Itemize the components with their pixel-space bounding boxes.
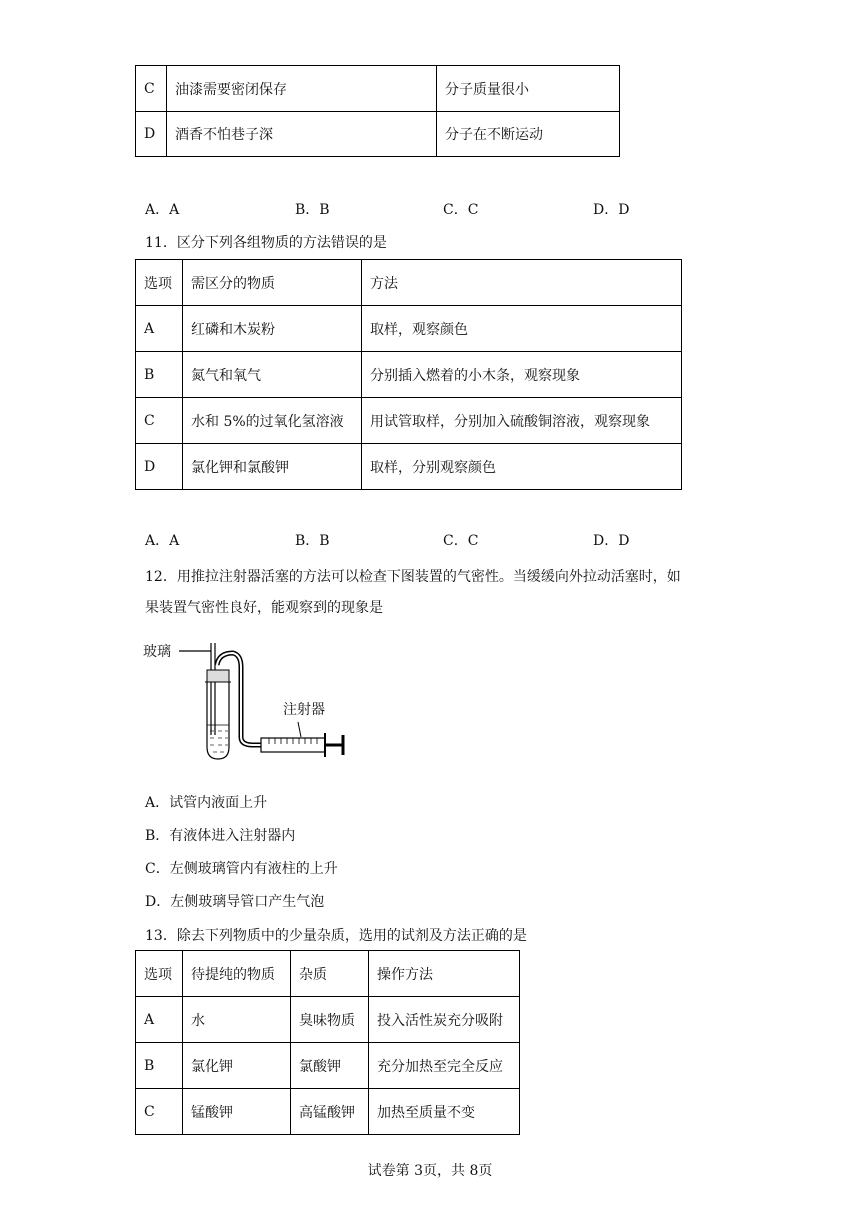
table-cell: 氯化钾和氯酸钾: [183, 444, 362, 490]
table-cell: C: [136, 1089, 183, 1135]
option-b[interactable]: B．B: [295, 202, 330, 218]
table-cell: D: [136, 444, 183, 490]
table-cell: C: [136, 398, 183, 444]
table-cell: 酒香不怕巷子深: [167, 112, 437, 157]
table-header-row: [136, 260, 682, 306]
table-row: [136, 112, 620, 157]
option-c[interactable]: C．C: [443, 533, 479, 549]
table-header: 选项: [136, 260, 183, 306]
table-cell: 水和 5%的过氧化氢溶液: [183, 398, 362, 444]
table-cell: A: [136, 997, 183, 1043]
option-d[interactable]: D．D: [593, 533, 630, 549]
q11-table: [135, 259, 682, 490]
table-cell: 分子质量很小: [437, 66, 620, 112]
table-cell: 分子在不断运动: [437, 112, 620, 157]
apparatus-diagram: [143, 637, 363, 767]
table-cell: B: [136, 1043, 183, 1089]
table-row: [136, 352, 682, 398]
table-header: 操作方法: [369, 951, 520, 997]
table-cell: 充分加热至完全反应: [369, 1043, 520, 1089]
q12-option-b[interactable]: B．有液体进入注射器内: [145, 828, 296, 844]
table-cell: 加热至质量不变: [369, 1089, 520, 1135]
option-d[interactable]: D．D: [593, 202, 630, 218]
table-cell: D: [136, 112, 167, 157]
q13-stem: 13．除去下列物质中的少量杂质，选用的试剂及方法正确的是: [145, 928, 527, 944]
syringe-label: 注射器: [283, 702, 325, 718]
table-cell: 锰酸钾: [183, 1089, 291, 1135]
table-header-row: [136, 951, 520, 997]
page-footer: 试卷第 3页，共 8页: [367, 1163, 493, 1179]
table-cell: 氯酸钾: [291, 1043, 369, 1089]
table-cell: 臭味物质: [291, 997, 369, 1043]
table-row: [136, 444, 682, 490]
table-cell: 红磷和木炭粉: [183, 306, 362, 352]
q12-option-a[interactable]: A．试管内液面上升: [145, 795, 268, 811]
table-row: [136, 997, 520, 1043]
table-cell: 水: [183, 997, 291, 1043]
glass-label: 玻璃: [143, 644, 171, 660]
table-cell: 氯化钾: [183, 1043, 291, 1089]
table-row: [136, 398, 682, 444]
table-cell: 氮气和氧气: [183, 352, 362, 398]
table-cell: A: [136, 306, 183, 352]
q12-option-d[interactable]: D．左侧玻璃导管口产生气泡: [145, 894, 325, 910]
table-cell: 油漆需要密闭保存: [167, 66, 437, 112]
option-a[interactable]: A．A: [145, 202, 180, 218]
table-row: [136, 1043, 520, 1089]
option-b[interactable]: B．B: [295, 533, 330, 549]
q12-option-c[interactable]: C．左侧玻璃管内有液柱的上升: [145, 861, 338, 877]
table-row: [136, 1089, 520, 1135]
q10-table: [135, 65, 620, 157]
table-cell: 高锰酸钾: [291, 1089, 369, 1135]
table-row: [136, 66, 620, 112]
q11-stem: 11．区分下列各组物质的方法错误的是: [145, 235, 387, 251]
table-header: 需区分的物质: [183, 260, 362, 306]
table-header: 选项: [136, 951, 183, 997]
table-cell: 取样，分别观察颜色: [362, 444, 682, 490]
table-cell: C: [136, 66, 167, 112]
table-cell: 投入活性炭充分吸附: [369, 997, 520, 1043]
table-header: 方法: [362, 260, 682, 306]
table-row: [136, 306, 682, 352]
table-header: 待提纯的物质: [183, 951, 291, 997]
option-c[interactable]: C．C: [443, 202, 479, 218]
q12-stem-line1: 12．用推拉注射器活塞的方法可以检查下图装置的气密性。当缓缓向外拉动活塞时，如: [145, 569, 681, 585]
q13-table: [135, 950, 520, 1135]
q12-stem-line2: 果装置气密性良好，能观察到的现象是: [145, 600, 383, 616]
table-cell: 用试管取样，分别加入硫酸铜溶液，观察现象: [362, 398, 682, 444]
option-a[interactable]: A．A: [145, 533, 180, 549]
table-cell: 分别插入燃着的小木条，观察现象: [362, 352, 682, 398]
table-cell: B: [136, 352, 183, 398]
table-cell: 取样，观察颜色: [362, 306, 682, 352]
apparatus-figure: [143, 637, 363, 767]
table-header: 杂质: [291, 951, 369, 997]
